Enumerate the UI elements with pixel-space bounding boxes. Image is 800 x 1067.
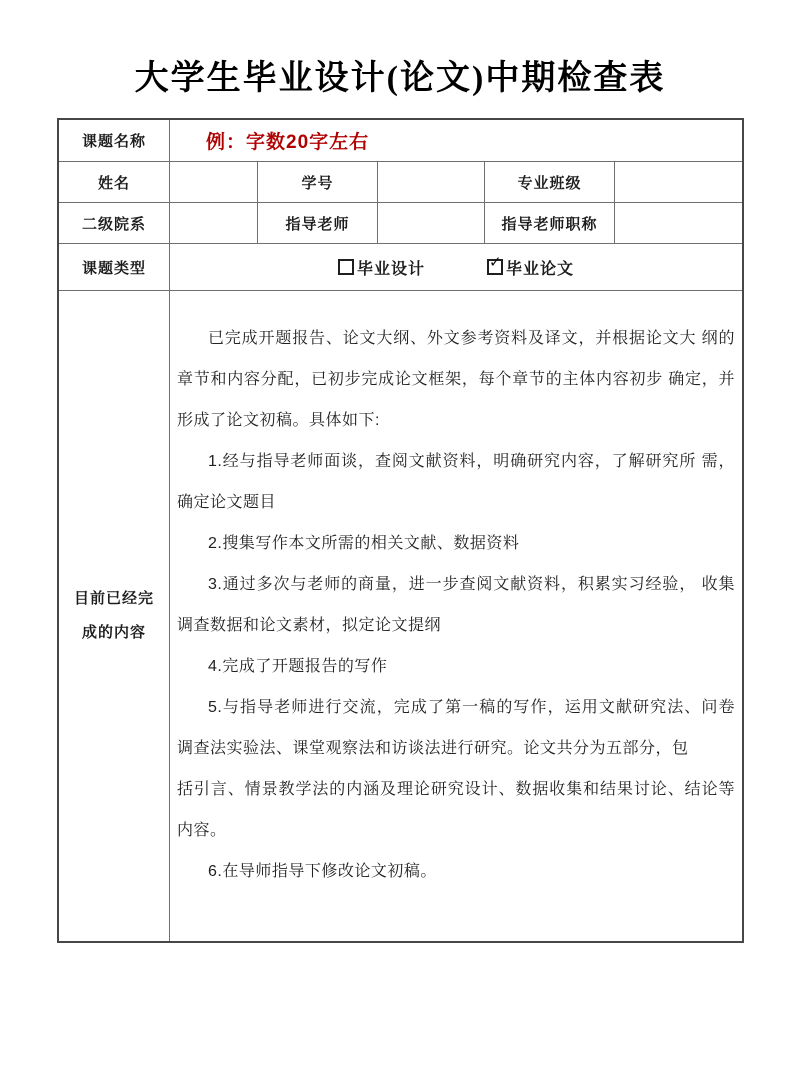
topic-type-options — [170, 244, 742, 290]
progress-paragraph: 括引言、情景教学法的内涵及理论研究设计、数据收集和结果讨论、结论等内容。 — [177, 781, 735, 839]
major-class-label: 专业班级 — [485, 162, 615, 202]
check-icon: ✓ — [489, 253, 502, 271]
progress-paragraph: 3.通过多次与老师的商量，进一步查阅文献资料，积累实习经验， 收集调查数据和论文素材，拟定论文提纲 — [177, 576, 735, 634]
department-label: 二级院系 — [59, 203, 170, 243]
table-row-advisor-info — [59, 203, 742, 244]
department-value-cell[interactable] — [170, 203, 258, 243]
topic-type-label: 课题类型 — [59, 244, 170, 290]
name-label: 姓名 — [59, 162, 170, 202]
advisor-title-value-cell[interactable] — [615, 203, 742, 243]
progress-paragraph: 已完成开题报告、论文大纲、外文参考资料及译文，并根据论文大 纲的章节和内容分配，已初步完成论文框架，每个章节的主体内容初步 确定，并形成了论文初稿。具体如下: — [177, 330, 735, 429]
table-row-topic-type — [59, 244, 742, 291]
advisor-title-label: 指导老师职称 — [485, 203, 615, 243]
topic-type-option[interactable] — [487, 253, 575, 279]
table-row-student-info — [59, 162, 742, 203]
table-row-topic-name — [59, 120, 742, 162]
progress-paragraph: 5.与指导老师进行交流，完成了第一稿的写作，运用文献研究法、问卷 调查法实验法、课堂观察法和访谈法进行研究。论文共分为五部分，包 — [177, 699, 740, 757]
progress-content — [170, 291, 742, 941]
unchecked-checkbox-icon[interactable] — [338, 259, 354, 275]
topic-type-option-label: 毕业论文 — [506, 260, 575, 278]
progress-paragraph: 4.完成了开题报告的写作 — [208, 658, 388, 675]
topic-type-option-label: 毕业设计 — [356, 260, 425, 278]
inspection-form-table — [57, 118, 744, 943]
advisor-label: 指导老师 — [258, 203, 378, 243]
progress-paragraph: 1.经与指导老师面谈，查阅文献资料，明确研究内容，了解研究所 需，确定论文题目 — [177, 453, 735, 511]
topic-name-value: 例：字数20字左右 — [206, 132, 370, 153]
page-title: 大学生毕业设计(论文)中期检查表 — [134, 60, 666, 97]
major-class-value-cell[interactable] — [615, 162, 742, 202]
name-value-cell[interactable] — [170, 162, 258, 202]
student-id-label: 学号 — [258, 162, 378, 202]
checked-checkbox-icon[interactable] — [487, 253, 503, 275]
topic-type-option[interactable] — [338, 256, 425, 279]
topic-name-label: 课题名称 — [59, 120, 170, 161]
topic-name-value-cell[interactable] — [170, 120, 742, 161]
advisor-value-cell[interactable] — [378, 203, 485, 243]
student-id-value-cell[interactable] — [378, 162, 485, 202]
progress-paragraph: 6.在导师指导下修改论文初稿。 — [208, 863, 437, 880]
progress-label: 目前已经完成的内容 — [59, 291, 170, 941]
progress-paragraph: 2.搜集写作本文所需的相关文献、数据资料 — [208, 535, 520, 552]
table-row-progress — [59, 291, 742, 941]
